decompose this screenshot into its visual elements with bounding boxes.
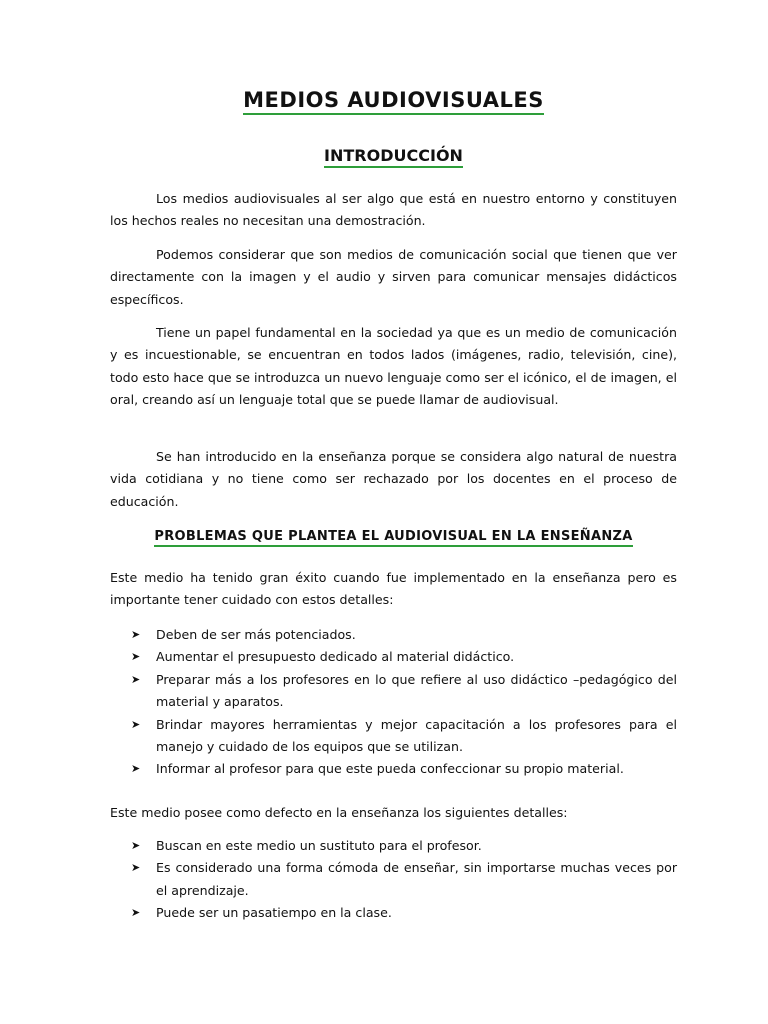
list-item-text: Puede ser un pasatiempo en la clase. — [156, 905, 392, 921]
intro-paragraph-4: Se han introducido en la enseñanza porque se considera algo natural de nuestra vida cotidiana y no tiene como ser rechazado por los docentes en el proceso de educación. — [110, 449, 677, 509]
intro-heading — [110, 146, 677, 168]
intro-paragraph-3: Tiene un papel fundamental en la sociedad ya que es un medio de comunicación y es incuestionable, se encuentran en todos lados (imágenes, radio, televisión, cine), todo esto hace que se introduzca un nuevo lenguaje como ser el icónico, el de imagen, el oral, creando así un lenguaje total que se puede llamar de audiovisual. — [110, 325, 677, 408]
document-title — [110, 88, 677, 115]
list-item-text: Preparar más a los profesores en lo que refiere al uso didáctico –pedagógico del material y aparatos. — [156, 671, 677, 710]
arrow-bullet-icon: ➤ — [131, 906, 141, 920]
list-item-text: Es considerado una forma cómoda de enseñar, sin importarse muchas veces por el aprendizaje. — [156, 860, 677, 898]
list-item-text: Aumentar el presupuesto dedicado al material didáctico. — [156, 649, 515, 665]
arrow-bullet-icon: ➤ — [131, 861, 141, 875]
list-item — [110, 758, 677, 780]
list-item-text: Deben de ser más potenciados. — [156, 627, 356, 642]
arrow-bullet-icon: ➤ — [131, 628, 141, 641]
list-item-text: Informar al profesor para que este pueda confeccionar su propio material. — [156, 761, 624, 777]
arrow-bullet-icon: ➤ — [131, 672, 141, 686]
defects-intro-paragraph: Este medio posee como defecto en la enseñanza los siguientes detalles: — [110, 805, 568, 820]
document-title-text: MEDIOS AUDIOVISUALES — [243, 88, 544, 115]
list-item — [110, 669, 677, 714]
intro-paragraph-2: Podemos considerar que son medios de comunicación social que tienen que ver directamente con la imagen y el audio y sirven para comunicar mensajes didácticos específicos. — [110, 247, 677, 307]
list-item-text: Buscan en este medio un sustituto para el profesor. — [156, 838, 482, 853]
arrow-bullet-icon: ➤ — [131, 717, 141, 731]
intro-heading-text: INTRODUCCIÓN — [324, 146, 463, 168]
list-item — [110, 902, 677, 924]
list-item — [110, 857, 677, 902]
details-list — [110, 624, 677, 781]
intro-paragraph-1: Los medios audiovisuales al ser algo que está en nuestro entorno y constituyen los hechos reales no necesitan una demostración. — [110, 191, 677, 229]
defects-list — [110, 835, 677, 925]
problems-heading-text: PROBLEMAS QUE PLANTEA EL AUDIOVISUAL EN LA ENSEÑANZA — [154, 529, 632, 547]
list-item — [110, 714, 677, 759]
problems-heading — [110, 529, 677, 547]
arrow-bullet-icon: ➤ — [131, 650, 141, 664]
problems-intro-paragraph: Este medio ha tenido gran éxito cuando fue implementado en la enseñanza pero es importante tener cuidado con estos detalles: — [110, 570, 677, 608]
list-item — [110, 835, 677, 857]
list-item — [110, 624, 677, 646]
arrow-bullet-icon: ➤ — [131, 839, 141, 852]
list-item — [110, 646, 677, 668]
arrow-bullet-icon: ➤ — [131, 762, 141, 776]
list-item-text: Brindar mayores herramientas y mejor capacitación a los profesores para el manejo y cuidado de los equipos que se utilizan. — [156, 716, 677, 755]
